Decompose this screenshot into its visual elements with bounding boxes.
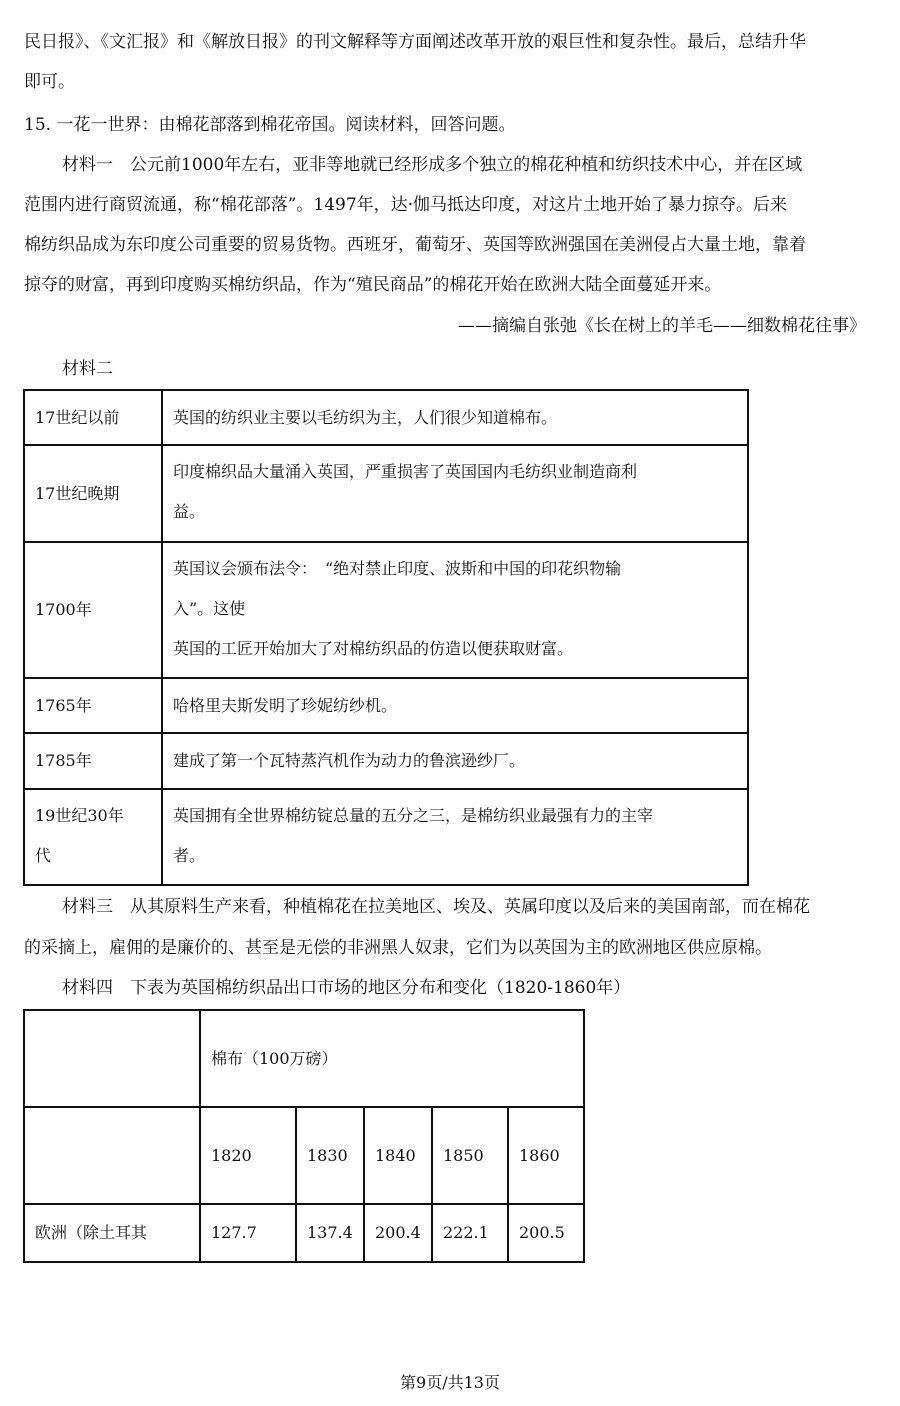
value-cell: 200.4: [364, 1204, 432, 1262]
material1-line-1: 材料一 公元前1000年左右，亚非等地就已经形成多个独立的棉花种植和纺织技术中心，并在区域: [62, 155, 803, 175]
period-cell: [24, 789, 162, 885]
material1-source: ——摘编自张弛《长在树上的羊毛——细数棉花往事》: [458, 316, 866, 336]
table-row: [24, 1010, 584, 1107]
event-line: 英国议会颁布法令： “绝对禁止印度、波斯和中国的印花织物输: [173, 559, 622, 578]
event-line: 英国拥有全世界棉纺锭总量的五分之三，是棉纺织业最强有力的主宰: [173, 806, 654, 825]
period-cell: 1785年: [24, 733, 162, 789]
value-cell: 200.5: [508, 1204, 584, 1262]
intro-line-1: 民日报》、《文汇报》和《解放日报》的刊文解释等方面阐述改革开放的艰巨性和复杂性。最后，总结升华: [24, 32, 806, 52]
event-cell: 哈格里夫斯发明了珍妮纺纱机。: [162, 678, 748, 733]
event-line: 英国的工匠开始加大了对棉纺织品的仿造以便获取财富。: [173, 639, 574, 658]
empty-cell: [24, 1107, 200, 1204]
event-line: 印度棉织品大量涌入英国，严重损害了英国国内毛纺织业制造商利: [173, 462, 638, 481]
table-row: [24, 789, 748, 885]
question-title: 15. 一花一世界：由棉花部落到棉花帝国。阅读材料，回答问题。: [24, 115, 516, 135]
material1-line-4: 掠夺的财富，再到印度购买棉纺织品，作为“殖民商品”的棉花开始在欧洲大陆全面蔓延开来。: [24, 275, 722, 295]
year-cell: 1840: [364, 1107, 432, 1204]
material4-caption: 材料四 下表为英国棉纺织品出口市场的地区分布和变化（1820-1860年）: [62, 978, 631, 998]
event-cell: 建成了第一个瓦特蒸汽机作为动力的鲁滨逊纱厂。: [162, 733, 748, 789]
period-cell: 1765年: [24, 678, 162, 733]
year-cell: 1860: [508, 1107, 584, 1204]
event-line: 益。: [173, 502, 206, 521]
event-cell: [162, 789, 748, 885]
period-line: 19世纪30年: [35, 806, 124, 825]
value-cell: 127.7: [200, 1204, 296, 1262]
table-row: [24, 1107, 584, 1204]
empty-cell: [24, 1010, 200, 1107]
period-cell: 17世纪晚期: [24, 445, 162, 542]
year-cell: 1830: [296, 1107, 364, 1204]
material4-table: [23, 1009, 585, 1263]
table-header: 棉布（100万磅）: [200, 1010, 584, 1107]
table-row: [24, 445, 748, 542]
material3-line-2: 的采摘上，雇佣的是廉价的、甚至是无偿的非洲黑人奴隶，它们为以英国为主的欧洲地区供应原棉。: [24, 938, 772, 958]
table-row: [24, 733, 748, 789]
event-cell: 英国的纺织业主要以毛纺织为主，人们很少知道棉布。: [162, 390, 748, 445]
table-row: [24, 390, 748, 445]
material1-line-3: 棉纺织品成为东印度公司重要的贸易货物。西班牙，葡萄牙、英国等欧洲强国在美洲侵占大量土地，靠着: [24, 235, 806, 255]
period-cell: 17世纪以前: [24, 390, 162, 445]
period-line: 代: [35, 846, 52, 865]
year-cell: 1850: [432, 1107, 508, 1204]
period-cell: 1700年: [24, 542, 162, 678]
material3-line-1: 材料三 从其原料生产来看，种植棉花在拉美地区、埃及、英属印度以及后来的美国南部，而在棉花: [62, 897, 810, 917]
year-cell: 1820: [200, 1107, 296, 1204]
value-cell: 222.1: [432, 1204, 508, 1262]
event-line: 入”。这使: [173, 599, 246, 618]
event-cell: [162, 542, 748, 678]
row-label: 欧洲（除土耳其: [24, 1204, 200, 1262]
intro-line-2: 即可。: [24, 72, 75, 92]
event-line: 者。: [173, 846, 206, 865]
material2-label: 材料二: [62, 359, 113, 379]
table-row: [24, 1204, 584, 1262]
event-cell: [162, 445, 748, 542]
table-row: [24, 678, 748, 733]
material2-table: [23, 389, 749, 886]
value-cell: 137.4: [296, 1204, 364, 1262]
table-row: [24, 542, 748, 678]
material1-line-2: 范围内进行商贸流通，称“棉花部落”。1497年，达·伽马抵达印度，对这片土地开始了暴力掠夺。后来: [24, 195, 788, 215]
page-number: 第9页/共13页: [400, 1373, 500, 1392]
